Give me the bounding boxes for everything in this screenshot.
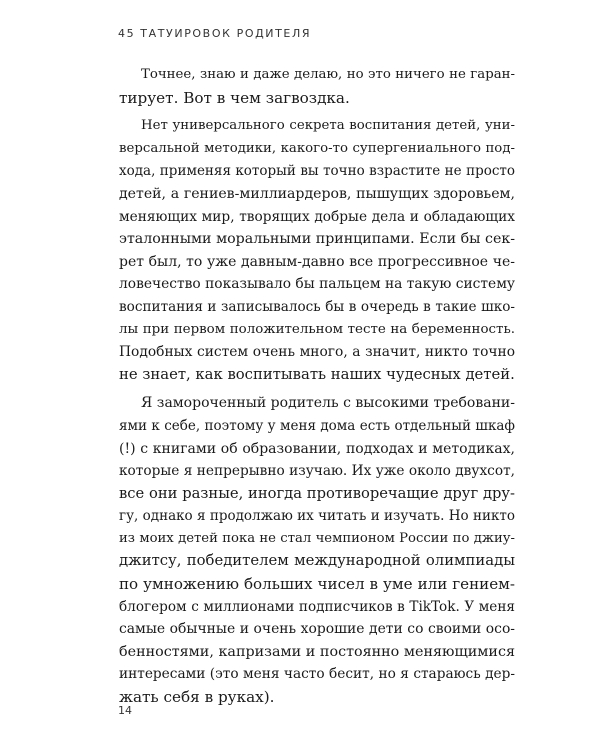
body-text xyxy=(119,64,515,715)
text-line: (!) с книгами об образовании, подходах и методиках, xyxy=(119,440,515,457)
text-line: самые обычные и очень хорошие дети со своими осо- xyxy=(119,621,515,638)
text-line: Я замороченный родитель с высокими требовани- xyxy=(141,395,515,412)
text-line: все они разные, иногда противоречащие друг дру- xyxy=(119,484,515,502)
text-line: меняющих мир, творящих добрые дела и обладающих xyxy=(119,208,515,225)
text-line: жать себя в руках). xyxy=(119,688,275,707)
running-title: 45 ТАТУИРОВОК РОДИТЕЛЯ xyxy=(118,27,312,40)
text-line: лы при первом положительном тесте на беременность. xyxy=(119,321,515,337)
text-line: интересами (это меня часто бесит, но я стараюсь дер- xyxy=(119,666,515,683)
text-line: воспитания и записывалось бы в очередь в такие шко- xyxy=(119,298,515,315)
text-line: Подобных систем очень много, а значит, никто точно xyxy=(119,344,515,361)
text-line: детей, а гениев-миллиардеров, пышущих здоровьем, xyxy=(119,185,515,202)
text-line: хода, применяя который вы точно взрастите не просто xyxy=(119,163,515,180)
text-line: гу, однако я продолжаю их читать и изучать. Но никто xyxy=(119,508,515,525)
page-number: 14 xyxy=(118,704,132,717)
text-line: Точнее, знаю и даже делаю, но это ничего не гаран- xyxy=(141,67,515,82)
text-line: тирует. Вот в чем загвоздка. xyxy=(119,88,350,107)
text-line: версальной методики, какого-то супергениального под- xyxy=(119,140,515,156)
text-line: ловечество показывало бы пальцем на такую систему xyxy=(119,276,515,293)
text-line: ями к себе, поэтому у меня дома есть отдельный шкаф xyxy=(119,417,515,434)
text-line: эталонными моральными принципами. Если бы сек- xyxy=(119,231,515,248)
text-line: не знает, как воспитывать наших чудесных детей. xyxy=(119,365,515,383)
text-line: блогером с миллионами подписчиков в TikTok. У меня xyxy=(119,598,515,615)
text-line: бенностями, капризами и постоянно меняющимися xyxy=(119,643,515,660)
text-line: джитсу, победителем международной олимпиады xyxy=(119,552,515,570)
text-line: Нет универсального секрета воспитания детей, уни- xyxy=(141,118,515,134)
paragraph xyxy=(119,115,515,386)
paragraph xyxy=(119,64,515,109)
text-line: рет был, то уже давным-давно все прогрессивное че- xyxy=(119,253,515,270)
text-line: которые я непрерывно изучаю. Их уже около двухсот, xyxy=(119,463,515,480)
text-line: по умножению больших чисел в уме или гением- xyxy=(119,575,515,594)
text-line: из моих детей пока не стал чемпионом России по джиу- xyxy=(119,530,515,546)
paragraph xyxy=(119,392,515,708)
